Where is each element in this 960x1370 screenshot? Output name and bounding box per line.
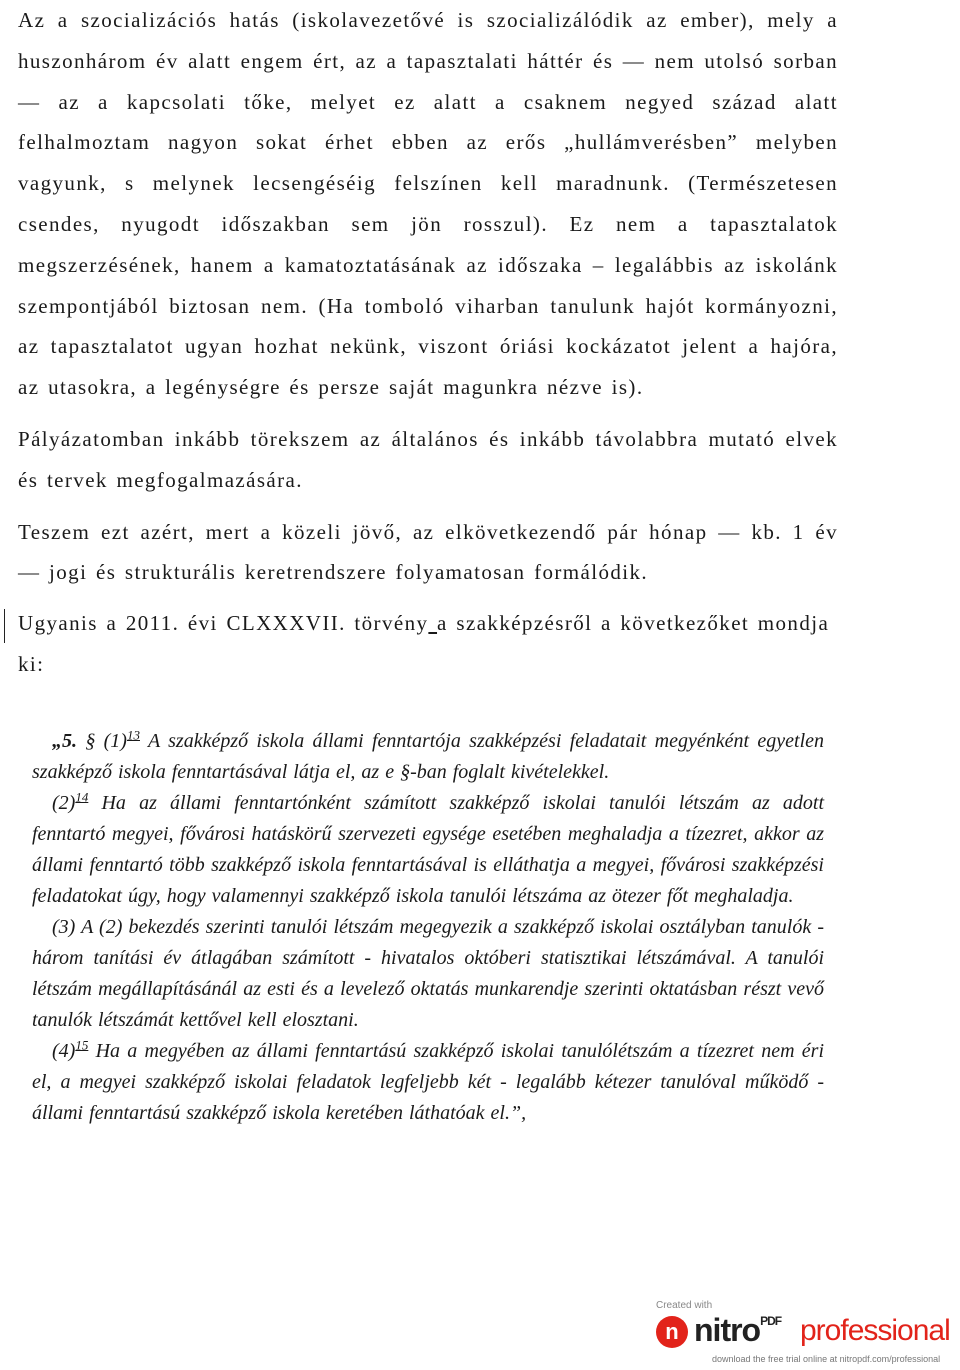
footnote-ref-15[interactable]: 15 xyxy=(75,1037,89,1053)
watermark-brand-sup: PDF xyxy=(760,1314,782,1328)
section-5-4-text: Ha a megyében az állami fenntartású szakképző iskolai tanulólétszám a tízezret nem éri el, a megyei szakképző iskolai feladatok legfeljebb két - legalább kétezer tanulóval működő - állami fenntartású szakképző iskola keretében láthatóak el.”, xyxy=(32,1040,825,1124)
paragraph-law-reference xyxy=(18,603,838,685)
paragraph-socialization: Az a szocializációs hatás (iskolavezetővé is szocializálódik az ember), mely a huszonhárom év alatt engem ért, az a tapasztalati háttér és ― nem utolsó sorban ― az a kapcsolati tőke, melyet ez alatt a csaknem negyed század alatt felhalmoztam nagyon sokat érhet ebben az erős „hullámverésben” melyben vagyunk, s melynek lecsengéséig felszínen kell maradnunk. (Természetesen csendes, nyugodt időszakban sem jön rosszul). Ez nem a tapasztalatok megszerzésének, hanem a kamatoztatásának az időszaka – legalábbis az iskolánk szempontjából biztosan nem. (Ha tomboló viharban tanulunk hajót kormányozni, az tapasztalatot ugyan hozhat nekünk, viszont óriási kockázatot jelent a hajóra, az utasokra, a legénységre és persze saját magunkra nézve is). xyxy=(18,8,838,400)
section-5-1-text: A szakképző iskola állami fenntartója szakképzési feladatait megyénként egyetlen szakképző iskola fenntartásával látja el, az e §-ban foglalt kivételekkel. xyxy=(32,730,825,783)
watermark-footer: download the free trial online at nitropdf.com/professional xyxy=(712,1354,941,1364)
law-reference-text: Ugyanis a 2011. évi CLXXXVII. törvény xyxy=(18,611,429,636)
subsection-number: (2) xyxy=(52,792,76,814)
paragraph-legal-framework: Teszem ezt azért, mert a közeli jövő, az elkövetkezendő pár hónap ― kb. 1 év ― jogi és strukturális keretrendszere folyamatosan formálódik. xyxy=(18,519,838,585)
law-quote xyxy=(32,726,824,1129)
underlined-space xyxy=(428,611,437,635)
subsection-number: (4) xyxy=(52,1040,76,1062)
section-5-1 xyxy=(32,726,824,788)
footnote-ref-14[interactable]: 14 xyxy=(75,789,89,805)
section-5-2 xyxy=(32,788,824,912)
nitro-logo-icon: n xyxy=(656,1316,688,1348)
paragraph-application-principles: Pályázatomban inkább törekszem az általános és inkább távolabbra mutató elvek és tervek megfogalmazására. xyxy=(18,426,838,492)
nitro-watermark xyxy=(652,1296,960,1370)
revision-bar xyxy=(4,609,5,643)
section-5-3: (3) A (2) bekezdés szerinti tanulói létszám megegyezik a szakképző iskolai osztályban tanulók - három tanítási év átlagában számított - hivatalos októberi statisztikai létszámával. A tanulói létszám megállapításánál az esti és a levelező oktatás munkarendje szerinti oktatásban részt vevő tanulók létszámát kettővel kell elosztani. xyxy=(32,916,824,1031)
section-5-4 xyxy=(32,1036,824,1129)
watermark-created: Created with xyxy=(656,1300,713,1311)
watermark-edition: professional xyxy=(800,1314,950,1347)
footnote-ref-13[interactable]: 13 xyxy=(126,727,140,743)
document-body xyxy=(18,0,838,685)
section-5-2-text: Ha az állami fenntartónként számított szakképző iskolai tanulói létszám az adott fenntartó megyei, fővárosi hatáskörű szervezeti egysége esetében meghaladja a tízezret, akkor az állami fenntartó több szakképző iskola fenntartásával is elláthatja a megyei, fővárosi szakképzési feladatokat úgy, hogy valamennyi szakképző iskola tanulói létszáma az ötezer főt meghaladja. xyxy=(32,792,825,907)
section-number: „5. xyxy=(52,730,77,752)
section-paragraph-mark: § (1) xyxy=(85,730,127,752)
watermark-brand: nitro$^{PDF}$ xyxy=(694,1312,782,1348)
law-reference-tail: a szakképzésről a következőket mondja ki: xyxy=(18,611,830,676)
